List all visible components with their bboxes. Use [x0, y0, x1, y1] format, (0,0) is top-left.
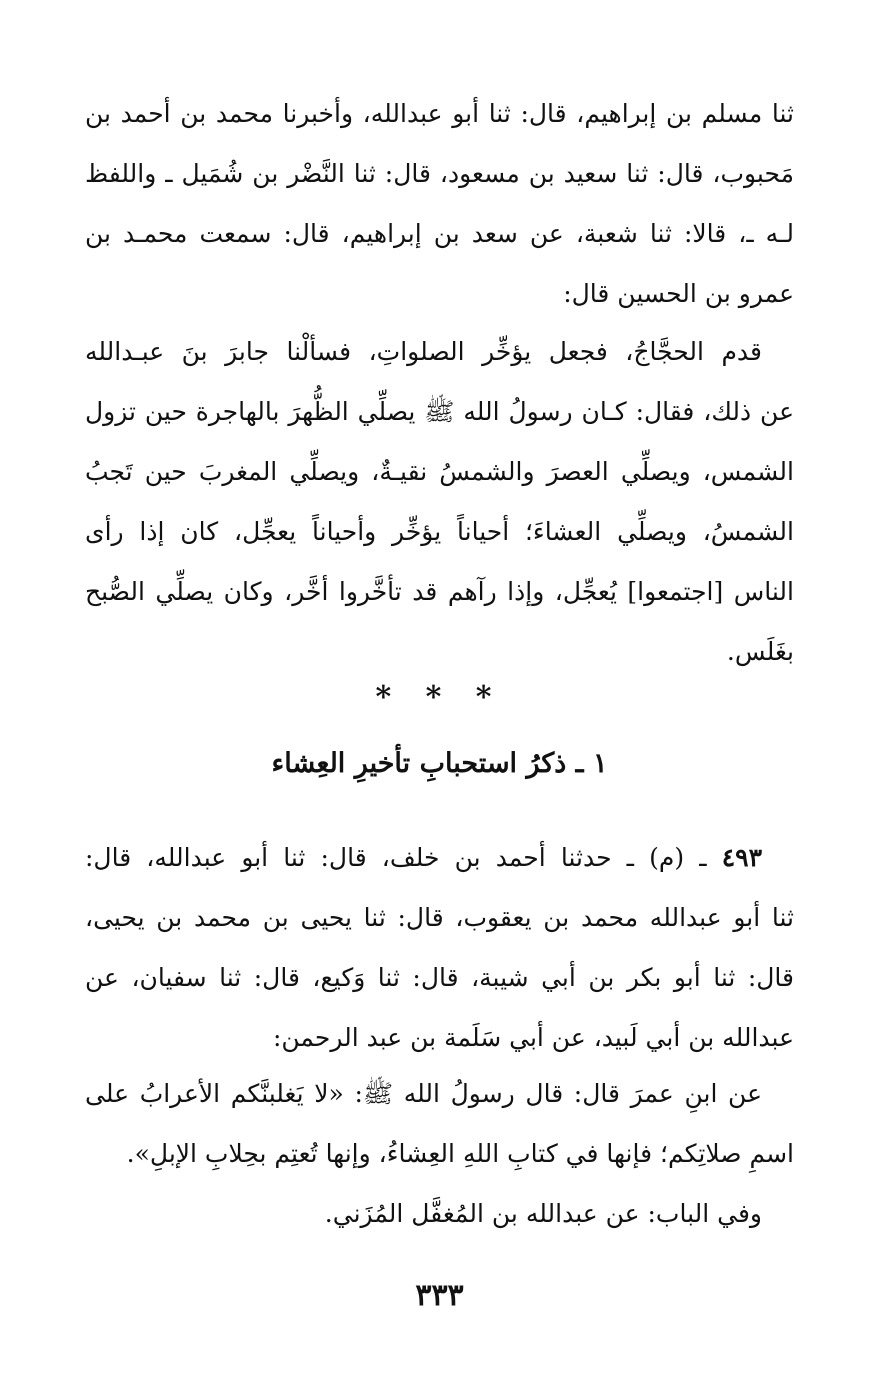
text-line: عن ابنِ عمرَ قال: قال رسولُ الله ﷺ: «لا يَغلبنَّكم الأعرابُ على — [85, 1079, 762, 1108]
text-line — [85, 828, 794, 888]
text-line: اسمِ صلاتِكم؛ فإنها في كتابِ اللهِ العِشاءُ، وإنها تُعتِم بحِلابِ الإبلِ». — [126, 1139, 794, 1168]
text-line: عبدالله بن أبي لَبيد، عن أبي سَلَمة بن عبد الرحمن: — [272, 1023, 794, 1052]
text-line: لـه ـ، قالا: ثنا شعبة، عن سعد بن إبراهيم، قال: سمعت محمـد بن — [85, 219, 794, 248]
paragraph-chain-of-narration-1 — [85, 84, 794, 324]
text-line: مَحبوب، قال: ثنا سعيد بن مسعود، قال: ثنا النَّضْر بن شُمَيل ـ واللفظ — [85, 159, 794, 188]
text-line: عمرو بن الحسين قال: — [563, 279, 794, 308]
text-line: ثنا أبو عبدالله محمد بن يعقوب، قال: ثنا يحيى بن محمد بن يحيى، — [85, 903, 794, 932]
paragraph-hadith-text-2 — [85, 1064, 794, 1244]
paragraph-hadith-text-1 — [85, 322, 794, 682]
text-line-rest: ـ (م) ـ حدثنا أحمد بن خلف، قال: ثنا أبو عبدالله، قال: — [85, 843, 707, 872]
section-separator: * * * — [375, 680, 504, 715]
text-line: عن ذلك، فقال: كـان رسولُ الله ﷺ يصلِّي الظُّهرَ بالهاجرة حين تزول — [85, 397, 794, 426]
text-line: الناس [اجتمعوا] يُعجِّل، وإذا رآهم قد تأخَّروا أخَّر، وكان يصلِّي الصُّبح — [85, 577, 794, 606]
text-line: ثنا مسلم بن إبراهيم، قال: ثنا أبو عبدالله، وأخبرنا محمد بن أحمد بن — [85, 99, 794, 128]
text-line: بغَلَس. — [726, 637, 794, 666]
hadith-number: ٤٩٣ — [721, 843, 763, 872]
text-line: قال: ثنا أبو بكر بن أبي شيبة، قال: ثنا وَكيع، قال: ثنا سفيان، عن — [85, 963, 794, 992]
chapter-heading: ١ ـ ذكرُ استحبابِ تأخيرِ العِشاء — [271, 748, 608, 779]
paragraph-chain-of-narration-2 — [85, 828, 794, 1068]
page-number: ٣٣٣ — [415, 1278, 464, 1313]
text-line: قدم الحجَّاجُ، فجعل يؤخِّر الصلواتِ، فسألْنا جابرَ بنَ عبـدالله — [85, 337, 762, 366]
text-line: وفي الباب: عن عبدالله بن المُغفَّل المُزَني. — [324, 1199, 762, 1228]
text-line: الشمسُ، ويصلِّي العشاءَ؛ أحياناً يؤخِّر وأحياناً يعجِّل، كان إذا رأى — [85, 517, 794, 546]
text-line: الشمس، ويصلِّي العصرَ والشمسُ نقيـةٌ، ويصلِّي المغربَ حين تَجبُ — [85, 457, 794, 486]
